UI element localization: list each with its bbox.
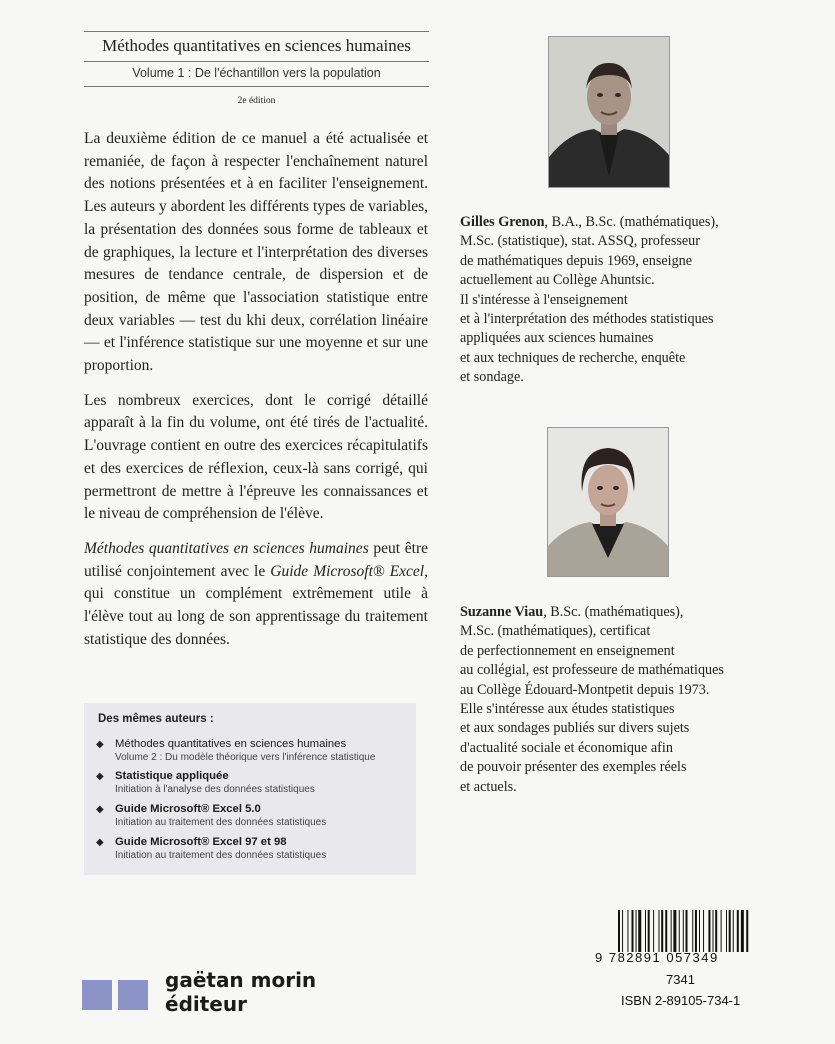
bio-text: , B.A., B.Sc. (mathématiques),: [544, 214, 719, 230]
bio-line-2: M.Sc. (mathématiques), certificat: [460, 623, 651, 640]
header-rule-top: [84, 31, 429, 32]
bio-line-7: et aux sondages publiés sur divers sujets: [460, 720, 690, 737]
book-title: Méthodes quantitatives en sciences humaines: [102, 36, 411, 55]
work-title: Guide Microsoft® Excel 5.0: [115, 803, 261, 815]
bio-text: , B.Sc. (mathématiques),: [543, 604, 684, 620]
description-paragraph-2: Les nombreux exercices, dont le corrigé détaillé apparaît à la fin du volume, ont été tirés de l'actualité. L'ouvrage contient en outre des exercices récapitulatifs et des exercices de réflexion, ceux-là sans corrigé, qui permettront de mettre à l'épreuve les connaissances et le niveau de compréhension de l'élève.: [84, 391, 428, 523]
other-works-heading: Des mêmes auteurs :: [98, 713, 214, 725]
barcode-digits: 9 782891 057349: [595, 950, 719, 965]
isbn-number: ISBN 2-89105-734-1: [621, 993, 741, 1008]
bio-line-10: et actuels.: [460, 778, 517, 795]
work-subtitle: Initiation au traitement des données statistiques: [115, 817, 327, 828]
description-text: [84, 128, 428, 663]
bio-line-1: [460, 213, 790, 232]
bio-line-1: [460, 603, 790, 622]
work-title: Guide Microsoft® Excel 97 et 98: [115, 836, 287, 848]
publisher-name: gaëtan morin: [165, 968, 317, 992]
bio-line-8: et aux techniques de recherche, enquête: [460, 349, 686, 366]
bio-line-9: de pouvoir présenter des exemples réels: [460, 759, 687, 776]
bio-line-6: Elle s'intéresse aux études statistiques: [460, 701, 675, 718]
work-subtitle: Volume 2 : Du modèle théorique vers l'inférence statistique: [115, 752, 376, 763]
paragraph-3-part-a: peut être utilisé conjointement avec le: [84, 539, 429, 580]
work-subtitle: Initiation au traitement des données statistiques: [115, 850, 327, 861]
work-subtitle: Initiation à l'analyse des données statistiques: [115, 784, 315, 795]
description-paragraph-1: La deuxième édition de ce manuel a été actualisée et remaniée, de façon à respecter l'enchaînement naturel des notions présentées et à en faciliter l'enseignement. Les auteurs y abordent les différents types de variables, la présentation des données sous forme de tableaux et de graphiques, la lecture et l'interprétation des diverses mesures de tendance centrale, de dispersion et de position, de même que l'association statistique entre deux variables — test du khi deux, corrélation linéaire — et l'inférence statistique sur une moyenne et sur une proportion.: [84, 130, 428, 375]
logo-square-left: [82, 980, 112, 1010]
author-bio-gilles-grenon: [460, 213, 790, 388]
bio-line-4: au collégial, est professeure de mathématiques: [460, 662, 724, 679]
product-code: 7341: [666, 972, 695, 987]
description-paragraph-3: [84, 538, 428, 652]
bio-line-3: de perfectionnement en enseignement: [460, 642, 675, 659]
book-title-italic: Méthodes quantitatives en sciences humaines: [84, 539, 369, 557]
author-photo-gilles-grenon: [548, 36, 670, 188]
work-title: Méthodes quantitatives en sciences humaines: [115, 738, 347, 750]
author-name: Gilles Grenon: [460, 214, 545, 230]
author-bio-suzanne-viau: [460, 603, 790, 797]
header-rule-middle: [84, 61, 429, 62]
author-photo-suzanne-viau: [547, 427, 669, 577]
work-title: Statistique appliquée: [115, 770, 229, 782]
bio-line-8: d'actualité sociale et économique afin: [460, 739, 673, 756]
diamond-bullet-icon: ◆: [96, 739, 104, 750]
bio-line-5: au Collège Édouard-Montpetit depuis 1973.: [460, 681, 710, 698]
bio-line-2: M.Sc. (statistique), stat. ASSQ, professeur: [460, 233, 700, 250]
diamond-bullet-icon: ◆: [96, 837, 104, 848]
bio-line-6: et à l'interprétation des méthodes statistiques: [460, 311, 714, 328]
edition-label: 2e édition: [237, 96, 276, 106]
bio-line-5: Il s'intéresse à l'enseignement: [460, 291, 628, 308]
bio-line-9: et sondage.: [460, 369, 524, 386]
publisher-subtitle: éditeur: [165, 992, 247, 1016]
excel-guide-italic: Guide Microsoft® Excel: [270, 562, 425, 580]
paragraph-3-part-b: , qui constitue un complément extrêmement utile à l'élève tout au long de son apprentissage du traitement statistique des données.: [84, 562, 428, 648]
other-works-box: [84, 703, 416, 875]
diamond-bullet-icon: ◆: [96, 771, 104, 782]
bio-line-7: appliquées aux sciences humaines: [460, 330, 654, 347]
diamond-bullet-icon: ◆: [96, 804, 104, 815]
author-name: Suzanne Viau: [460, 604, 544, 620]
header-rule-bottom: [84, 86, 429, 87]
logo-square-right: [118, 980, 148, 1010]
bio-line-4: actuellement au Collège Ahuntsic.: [460, 272, 655, 289]
bio-line-3: de mathématiques depuis 1969, enseigne: [460, 252, 693, 269]
book-subtitle: Volume 1 : De l'échantillon vers la population: [132, 66, 381, 80]
